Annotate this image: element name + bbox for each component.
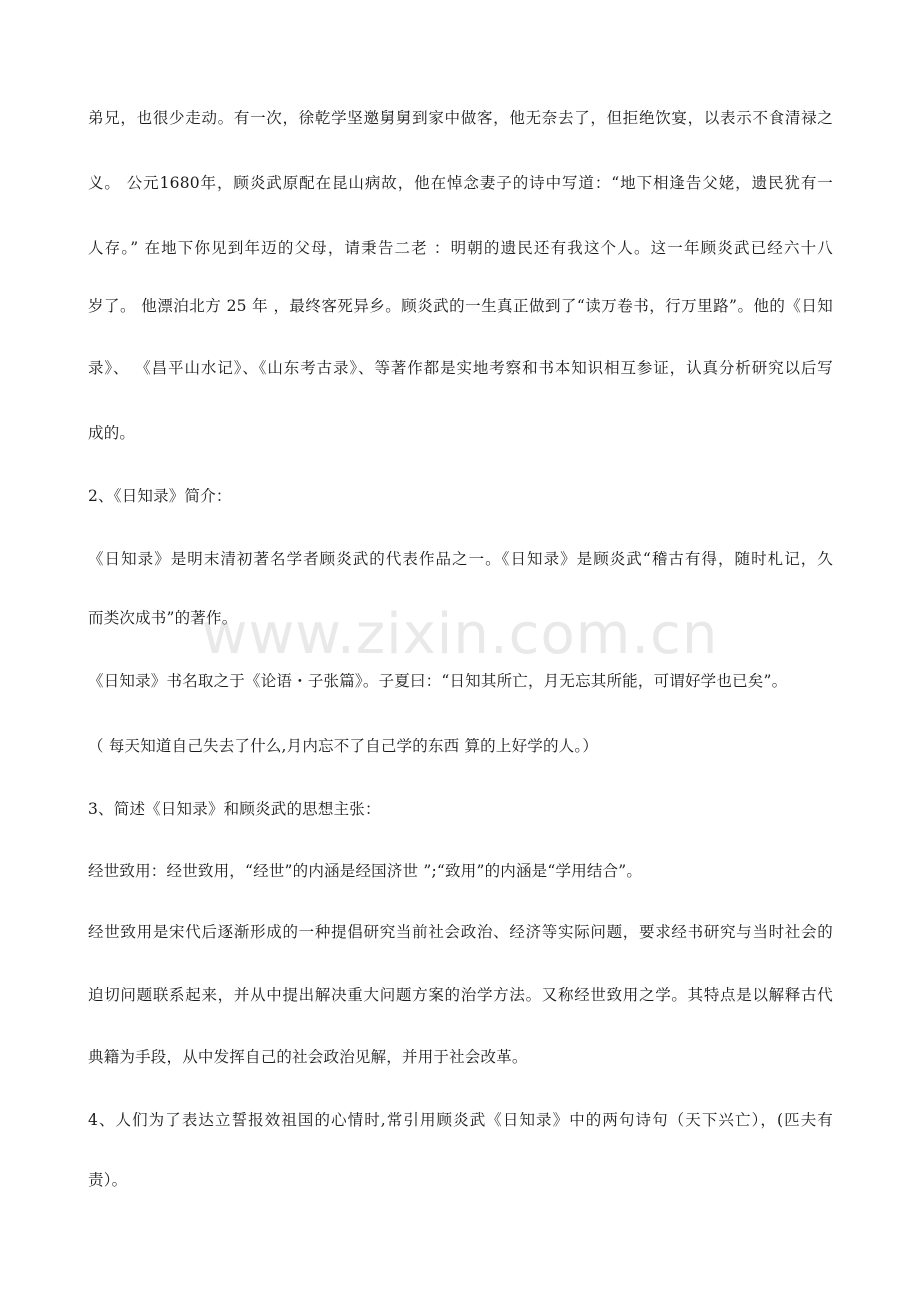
paragraph-line-3: 人存。” 在地下你见到年迈的父母，请秉告二老 ：明朝的遗民还有我这个人。这一年顾炎武已经六十八 — [88, 239, 833, 257]
paragraph-line-18: 责）。 — [88, 1171, 128, 1189]
paragraph-line-13: 经世致用：经世致用，“经世”的内涵是经国济世 ”;“致用”的内涵是“学用结合”。 — [88, 862, 643, 880]
paragraph-line-5: 录》、 《昌平山水记》、《山东考古录》、等著作都是实地考察和书本知识相互参证，认真分析研究以后写 — [88, 359, 833, 377]
paragraph-line-8: 《日知录》是明末清初著名学者顾炎武的代表作品之一。《日知录》是顾炎武“稽古有得，随时札记，久 — [88, 550, 833, 568]
paragraph-line-1: 弟兄，也很少走动。有一次，徐乾学坚邀舅舅到家中做客，他无奈去了，但拒绝饮宴，以表示不食清禄之 — [88, 109, 833, 127]
watermark: www.zixin.com.cn — [201, 602, 719, 667]
paragraph-line-14: 经世致用是宋代后逐渐形成的一种提倡研究当前社会政治、经济等实际问题，要求经书研究与当时社会的 — [88, 923, 833, 941]
paragraph-line-17: 4、人们为了表达立誓报效祖国的心情时,常引用顾炎武《日知录》中的两句诗句（天下兴亡），(匹夫有 — [88, 1111, 833, 1129]
paragraph-line-6: 成的。 — [88, 424, 136, 442]
paragraph-line-11: （ 每天知道自己失去了什么,月内忘不了自己学的东西 算的上好学的人。） — [88, 737, 599, 755]
paragraph-line-9: 而类次成书”的著作。 — [88, 609, 238, 627]
paragraph-line-4: 岁了。 他漂泊北方 25 年 ，最终客死异乡。顾炎武的一生真正做到了“读万卷书，行万里路”。他的《日知 — [88, 297, 833, 315]
paragraph-line-2: 义。 公元1680年，顾炎武原配在昆山病故，他在悼念妻子的诗中写道：“地下相逢告父姥，遗民犹有一 — [88, 174, 833, 192]
section-heading-2: 2、《日知录》简介： — [88, 487, 232, 505]
section-heading-3: 3、简述《日知录》和顾炎武的思想主张： — [88, 800, 381, 818]
paragraph-line-15: 迫切问题联系起来，并从中提出解决重大问题方案的治学方法。又称经世致用之学。其特点是以解释古代 — [88, 986, 833, 1004]
paragraph-line-16: 典籍为手段，从中发挥自己的社会政治见解，并用于社会改革。 — [88, 1048, 528, 1066]
paragraph-line-10: 《日知录》书名取之于《论语・子张篇》。子夏曰：“日知其所亡，月无忘其所能，可谓好学也已矣”。 — [88, 672, 788, 690]
